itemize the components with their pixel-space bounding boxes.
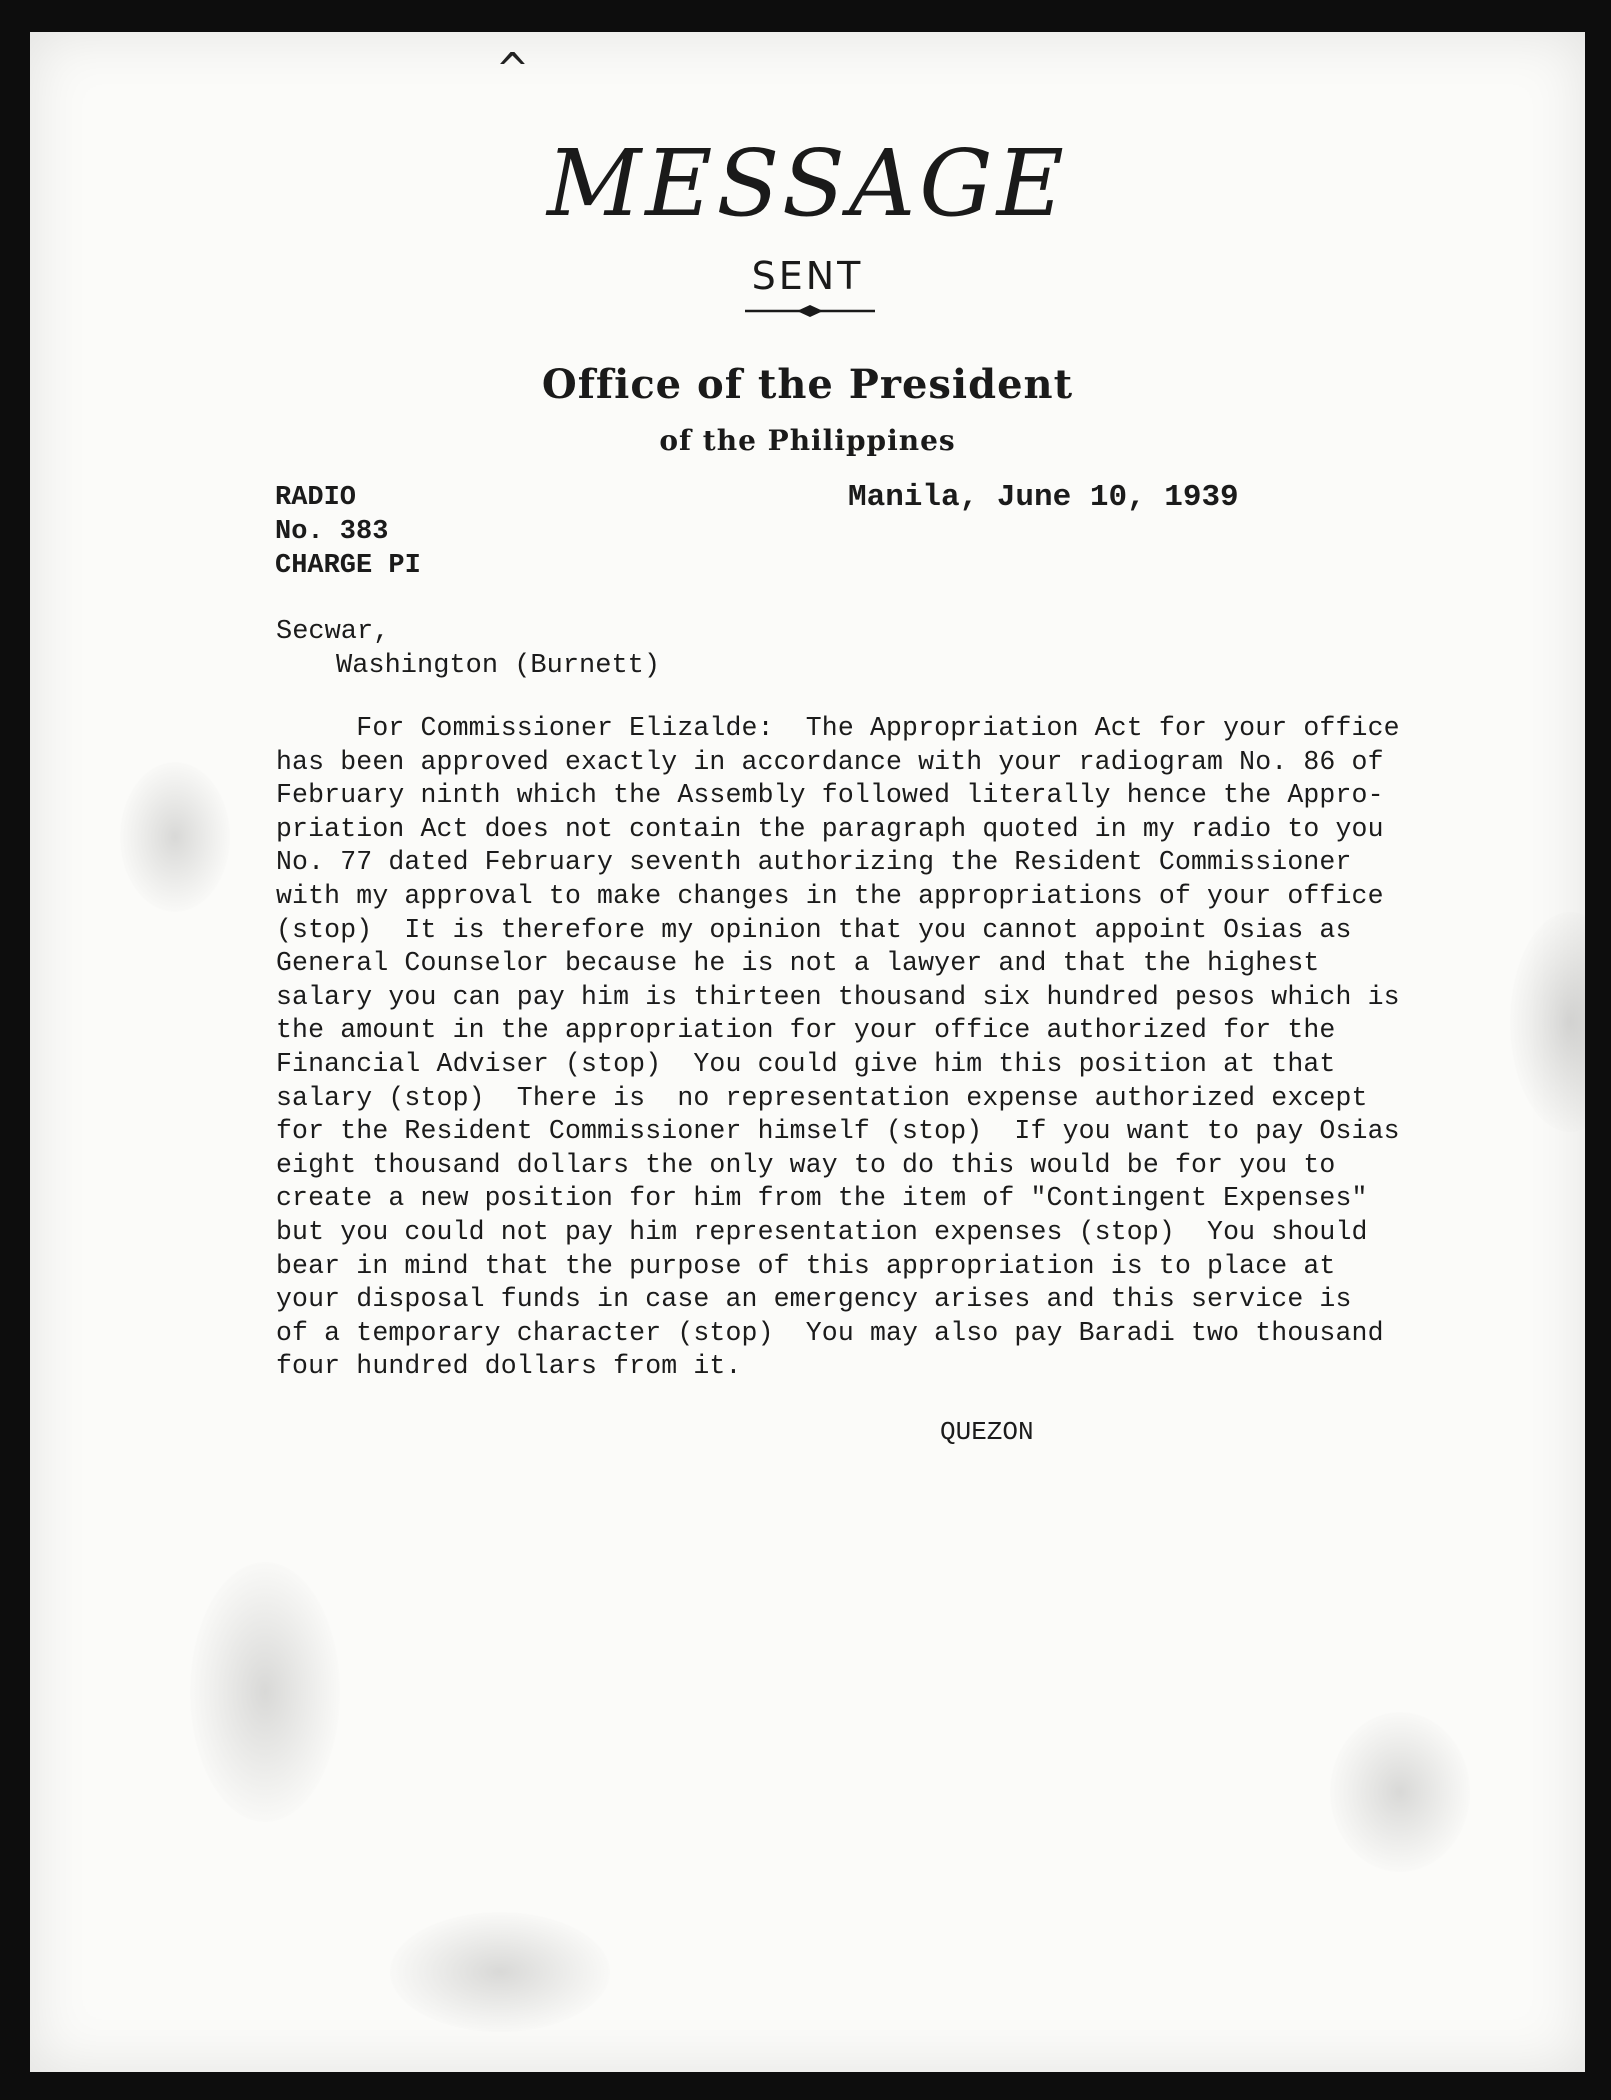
body-line: four hundred dollars from it. [276, 1351, 742, 1382]
scan-smudge [390, 1912, 610, 2032]
body-line: February ninth which the Assembly followed literally hence the Appro- [276, 780, 1384, 811]
addressee-line: Secwar, [276, 617, 390, 647]
message-body [276, 712, 1476, 1384]
body-line: create a new position for him from the item of "Contingent Expenses" [276, 1183, 1368, 1214]
office-country: of the Philippines [659, 424, 956, 457]
radio-number: No. 383 [275, 517, 389, 547]
body-line: your disposal funds in case an emergency arises and this service is [276, 1284, 1352, 1315]
body-line: (stop) It is therefore my opinion that you cannot appoint Osias as [276, 914, 1352, 945]
charge-code: CHARGE PI [275, 551, 421, 581]
scan-smudge [120, 762, 230, 912]
place-date: Manila, June 10, 1939 [848, 480, 1239, 515]
body-line: the amount in the appropriation for your office authorized for the [276, 1015, 1336, 1046]
body-line: General Counselor because he is not a lawyer and that the highest [276, 948, 1320, 979]
document-page [30, 32, 1585, 2072]
body-line: priation Act does not contain the paragraph quoted in my radio to you [276, 813, 1384, 844]
body-line: Financial Adviser (stop) You could give him this position at that [276, 1048, 1336, 1079]
scan-smudge [1330, 1712, 1470, 1872]
divider-ornament [745, 303, 875, 319]
body-line: No. 77 dated February seventh authorizing the Resident Commissioner [276, 847, 1352, 878]
body-line: for the Resident Commissioner himself (stop) If you want to pay Osias [276, 1116, 1400, 1147]
radio-reference-block [275, 481, 421, 583]
scan-smudge [190, 1562, 340, 1822]
office-name: Office of the President [541, 361, 1074, 408]
message-sent-label: SENT [751, 254, 864, 298]
body-line: salary you can pay him is thirteen thousand six hundred pesos which is [276, 981, 1400, 1012]
body-line: with my approval to make changes in the appropriations of your office [276, 880, 1384, 911]
body-line: but you could not pay him representation expenses (stop) You should [276, 1216, 1368, 1247]
scan-smudge [1510, 912, 1585, 1132]
body-line: For Commissioner Elizalde: The Appropriation Act for your office [276, 713, 1400, 743]
radio-label: RADIO [275, 483, 357, 513]
body-line: has been approved exactly in accordance with your radiogram No. 86 of [276, 746, 1384, 777]
addressee-line: Washington (Burnett) [336, 651, 661, 681]
message-heading: MESSAGE [547, 130, 1068, 237]
margin-caret-mark: ^ [495, 44, 530, 95]
signature: QUEZON [940, 1417, 1034, 1447]
body-line: salary (stop) There is no representation expense authorized except [276, 1082, 1368, 1113]
body-line: bear in mind that the purpose of this appropriation is to place at [276, 1250, 1336, 1281]
body-line: of a temporary character (stop) You may also pay Baradi two thousand [276, 1317, 1384, 1348]
body-line: eight thousand dollars the only way to do this would be for you to [276, 1149, 1336, 1180]
addressee-block [276, 615, 660, 683]
